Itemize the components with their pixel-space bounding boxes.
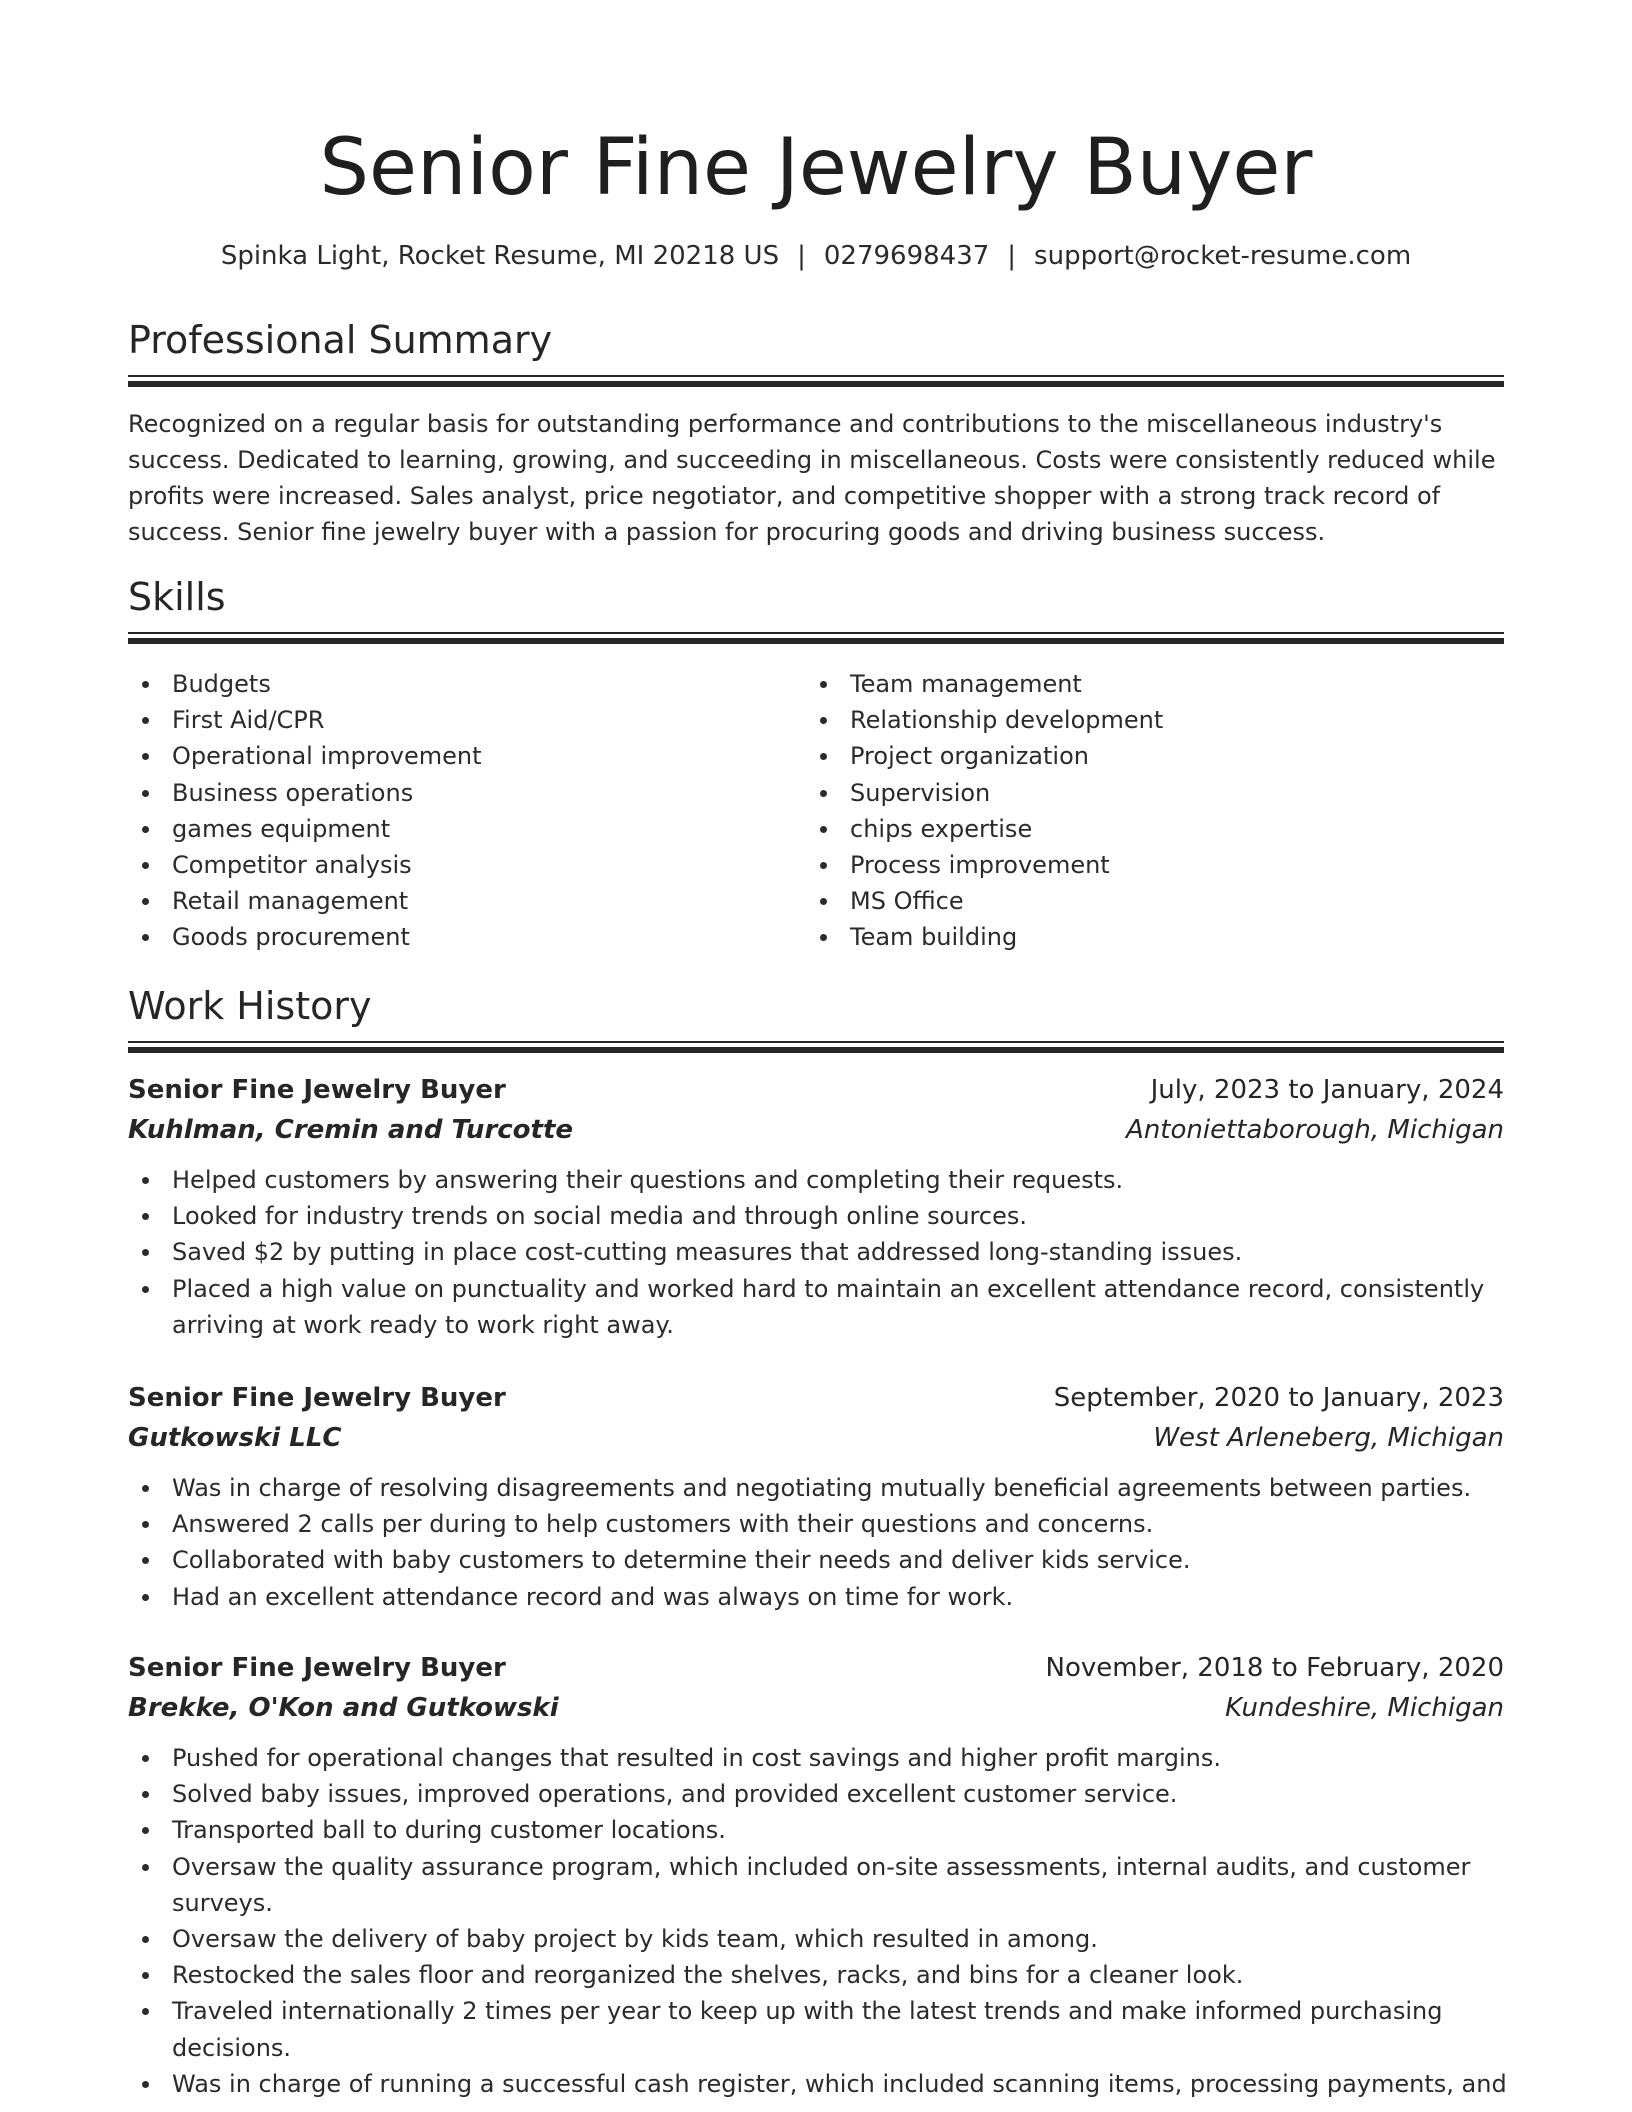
contact-separator: | bbox=[797, 241, 806, 271]
contact-email: support@rocket-resume.com bbox=[1034, 241, 1412, 271]
skills-list-left bbox=[128, 666, 481, 956]
skill-item: Team management bbox=[806, 666, 1163, 702]
skill-item: Business operations bbox=[128, 775, 481, 811]
job-bullet: Collaborated with baby customers to determine their needs and deliver kids service. bbox=[128, 1542, 1504, 1578]
skill-item: Competitor analysis bbox=[128, 847, 481, 883]
job-bullet: Helped customers by answering their questions and completing their requests. bbox=[128, 1162, 1504, 1198]
skill-item: games equipment bbox=[128, 811, 481, 847]
job-dates: November, 2018 to February, 2020 bbox=[1045, 1653, 1504, 1683]
job-title: Senior Fine Jewelry Buyer bbox=[128, 1383, 506, 1413]
skill-item: Supervision bbox=[806, 775, 1163, 811]
job-bullets bbox=[128, 1162, 1504, 1343]
job-entry bbox=[128, 1378, 1504, 1615]
job-title: Senior Fine Jewelry Buyer bbox=[128, 1075, 506, 1105]
job-company: Kuhlman, Cremin and Turcotte bbox=[128, 1115, 574, 1145]
skill-item: First Aid/CPR bbox=[128, 702, 481, 738]
job-bullet: Oversaw the delivery of baby project by kids team, which resulted in among. bbox=[128, 1921, 1504, 1957]
job-bullet: Pushed for operational changes that resulted in cost savings and higher profit margins. bbox=[128, 1740, 1504, 1776]
skill-item: Budgets bbox=[128, 666, 481, 702]
job-dates: September, 2020 to January, 2023 bbox=[1053, 1383, 1504, 1413]
skill-item: Operational improvement bbox=[128, 738, 481, 774]
skill-item: Retail management bbox=[128, 883, 481, 919]
contact-address: Spinka Light, Rocket Resume, MI 20218 US bbox=[220, 241, 780, 271]
job-company: Gutkowski LLC bbox=[128, 1423, 342, 1453]
skill-item: MS Office bbox=[806, 883, 1163, 919]
job-entry bbox=[128, 1070, 1504, 1343]
job-bullet: Oversaw the quality assurance program, which included on-site assessments, internal audits, and customer surveys. bbox=[128, 1849, 1504, 1921]
skill-item: Goods procurement bbox=[128, 919, 481, 955]
job-bullet: Was in charge of resolving disagreements and negotiating mutually beneficial agreements between parties. bbox=[128, 1470, 1504, 1506]
section-divider bbox=[128, 375, 1504, 387]
contact-separator: | bbox=[1007, 241, 1017, 271]
job-bullet: Saved $2 by putting in place cost-cutting measures that addressed long-standing issues. bbox=[128, 1234, 1504, 1270]
section-divider bbox=[128, 1041, 1504, 1053]
job-bullet: Restocked the sales floor and reorganized the shelves, racks, and bins for a cleaner look. bbox=[128, 1957, 1504, 1993]
skills-list-right bbox=[806, 666, 1163, 956]
job-bullet: Looked for industry trends on social media and through online sources. bbox=[128, 1198, 1504, 1234]
skill-item: Project organization bbox=[806, 738, 1163, 774]
contact-phone: 0279698437 bbox=[823, 241, 990, 271]
skill-item: Process improvement bbox=[806, 847, 1163, 883]
section-title-work-history: Work History bbox=[128, 984, 372, 1028]
skill-item: Relationship development bbox=[806, 702, 1163, 738]
skill-item: Team building bbox=[806, 919, 1163, 955]
job-location: Kundeshire, Michigan bbox=[1225, 1693, 1504, 1723]
job-bullet: Traveled internationally 2 times per year to keep up with the latest trends and make informed purchasing decisions. bbox=[128, 1993, 1504, 2065]
job-location: West Arleneberg, Michigan bbox=[1153, 1423, 1504, 1453]
job-bullet: Transported ball to during customer locations. bbox=[128, 1812, 1504, 1848]
job-location: Antoniettaborough, Michigan bbox=[1126, 1115, 1504, 1145]
job-bullet: Solved baby issues, improved operations, and provided excellent customer service. bbox=[128, 1776, 1504, 1812]
job-bullet: Had an excellent attendance record and was always on time for work. bbox=[128, 1579, 1504, 1615]
section-title-summary: Professional Summary bbox=[128, 318, 553, 362]
job-title: Senior Fine Jewelry Buyer bbox=[128, 1653, 506, 1683]
job-bullet: Answered 2 calls per during to help customers with their questions and concerns. bbox=[128, 1506, 1504, 1542]
job-bullets bbox=[128, 1470, 1504, 1615]
job-bullets bbox=[128, 1740, 1507, 2102]
job-entry bbox=[128, 1648, 1507, 2102]
skill-item: chips expertise bbox=[806, 811, 1163, 847]
section-title-skills: Skills bbox=[128, 575, 226, 619]
job-bullet: Was in charge of running a successful cash register, which included scanning items, processing payments, and bbox=[128, 2066, 1504, 2102]
job-bullet: Placed a high value on punctuality and worked hard to maintain an excellent attendance record, consistently arriving at work ready to work right away. bbox=[128, 1271, 1504, 1343]
job-dates: July, 2023 to January, 2024 bbox=[1150, 1075, 1504, 1105]
contact-line bbox=[128, 238, 1504, 274]
section-divider bbox=[128, 632, 1504, 644]
summary-text: Recognized on a regular basis for outstanding performance and contributions to the miscellaneous industry's success. Dedicated to learning, growing, and succeeding in miscellaneous. Costs were consistently reduced while profits were increased. Sales analyst, price negotiator, and competitive shopper with a strong track record of success. Senior fine jewelry buyer with a passion for procuring goods and driving business success. bbox=[128, 410, 1496, 546]
resume-name: Senior Fine Jewelry Buyer bbox=[319, 123, 1313, 213]
job-company: Brekke, O'Kon and Gutkowski bbox=[128, 1693, 559, 1723]
